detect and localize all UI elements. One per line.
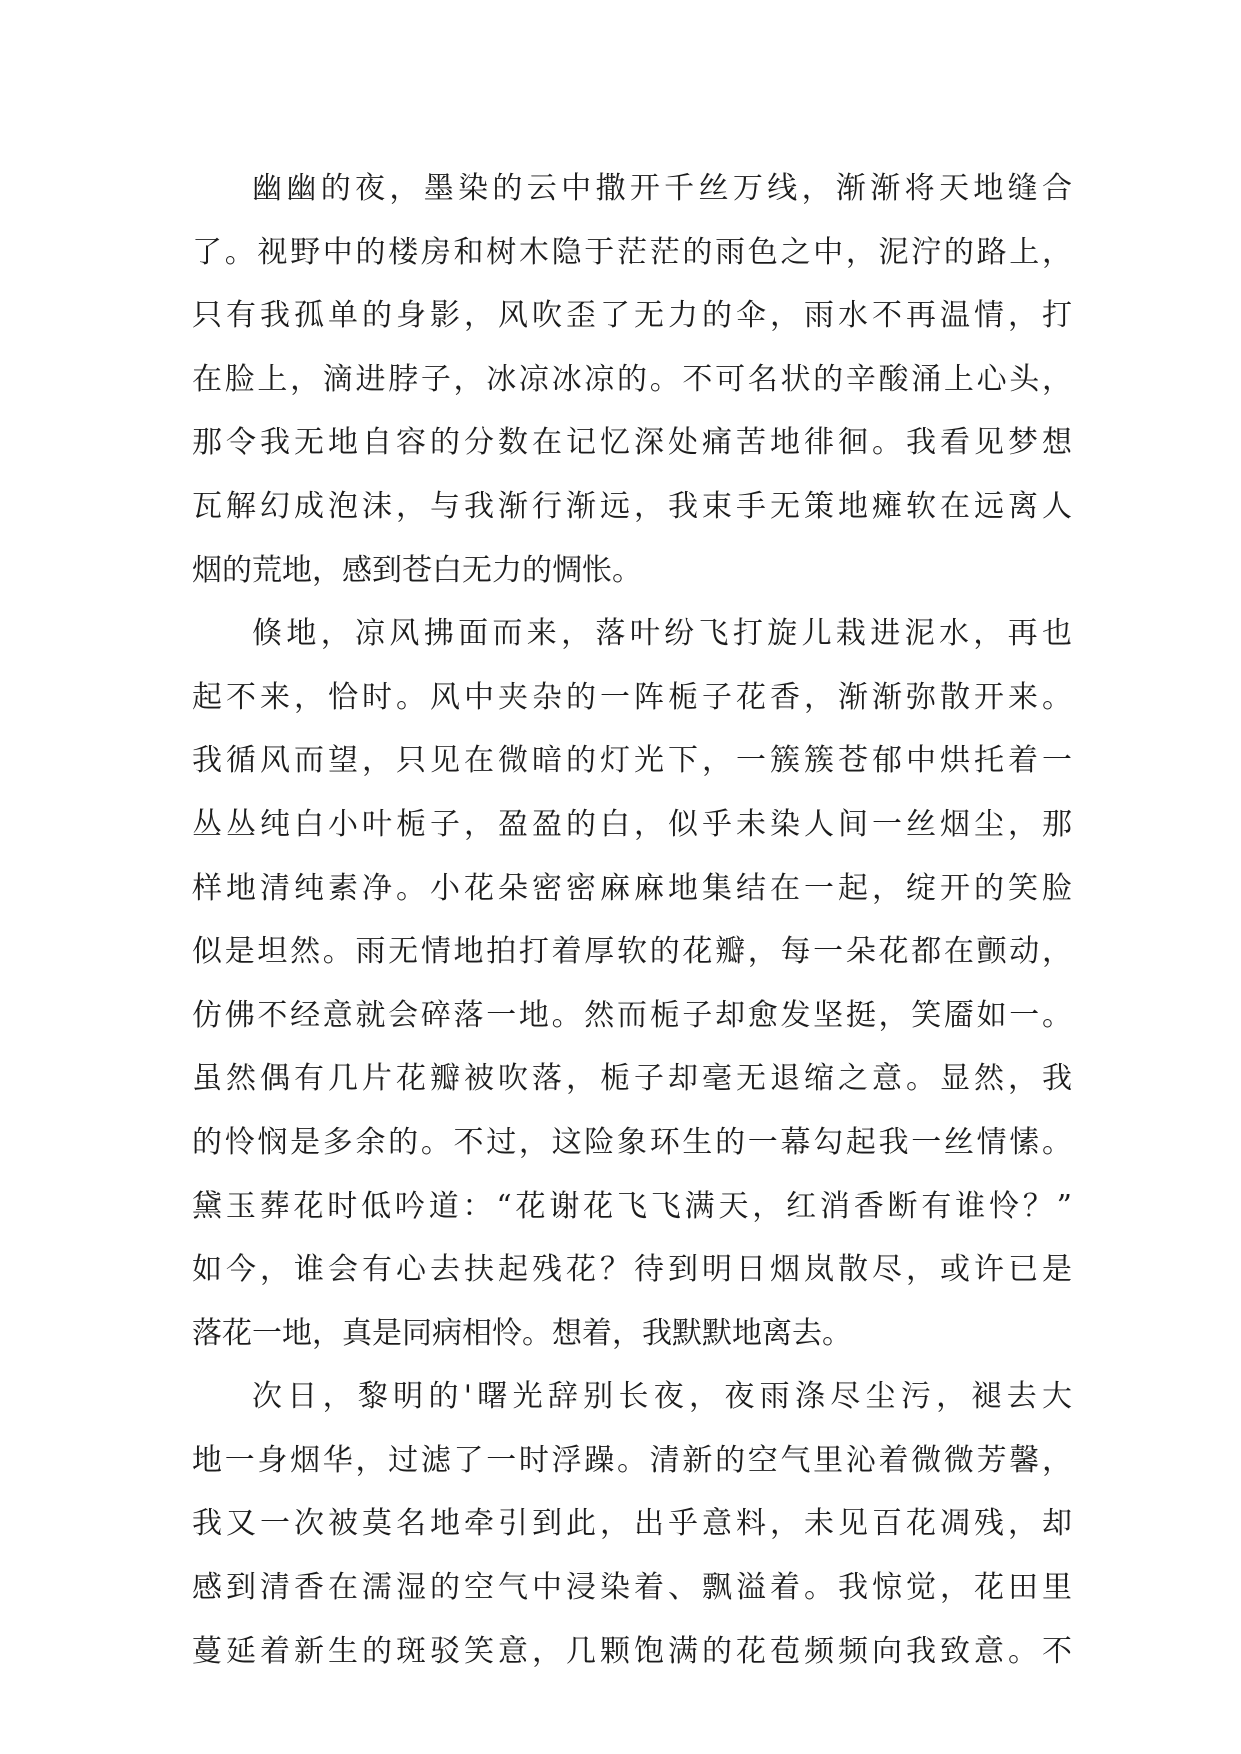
text-line: 仿佛不经意就会碎落一地。然而栀子却愈发坚挺，笑靥如一。 [192,997,1072,1033]
text-line: 如今，谁会有心去扶起残花？待到明日烟岚散尽，或许已是 [192,1252,1072,1288]
text-line: 瓦解幻成泡沫，与我渐行渐远，我束手无策地瘫软在远离人 [192,488,1072,524]
text-line: 地一身烟华，过滤了一时浮躁。清新的空气里沁着微微芳馨， [192,1442,1072,1478]
text-line: 落花一地，真是同病相怜。想着，我默默地离去。 [192,1315,852,1351]
text-line: 我又一次被莫名地牵引到此，出乎意料，未见百花凋残，却 [192,1506,1072,1542]
text-line: 样地清纯素净。小花朵密密麻麻地集结在一起，绽开的笑脸 [192,870,1072,906]
text-line: 倏地，凉风拂面而来，落叶纷飞打旋儿栽进泥水，再也 [252,616,1072,652]
text-line: 在脸上，滴进脖子，冰凉冰凉的。不可名状的辛酸涌上心头， [192,361,1072,397]
text-line: 起不来，恰时。风中夹杂的一阵栀子花香，渐渐弥散开来。 [192,679,1072,715]
text-line: 似是坦然。雨无情地拍打着厚软的花瓣，每一朵花都在颤动， [192,934,1072,970]
body-text [192,157,1072,1683]
text-line: 的怜悯是多余的。不过，这险象环生的一幕勾起我一丝情愫。 [192,1124,1072,1160]
text-line: 那令我无地自容的分数在记忆深处痛苦地徘徊。我看见梦想 [192,425,1072,461]
text-line: 了。视野中的楼房和树木隐于茫茫的雨色之中，泥泞的路上， [192,234,1072,270]
text-line: 次日，黎明的'曙光辞别长夜，夜雨涤尽尘污，褪去大 [252,1379,1072,1415]
text-line: 幽幽的夜，墨染的云中撒开千丝万线，渐渐将天地缝合 [252,171,1072,206]
text-line: 我循风而望，只见在微暗的灯光下，一簇簇苍郁中烘托着一 [192,743,1072,779]
text-line: 烟的荒地，感到苍白无力的惆怅。 [192,552,642,588]
text-line: 虽然偶有几片花瓣被吹落，栀子却毫无退缩之意。显然，我 [192,1061,1072,1097]
text-line: 丛丛纯白小叶栀子，盈盈的白，似乎未染人间一丝烟尘，那 [192,806,1072,842]
text-line: 只有我孤单的身影，风吹歪了无力的伞，雨水不再温情，打 [192,298,1072,334]
text-line: 感到清香在濡湿的空气中浸染着、飘溢着。我惊觉，花田里 [192,1570,1072,1606]
text-line: 蔓延着新生的斑驳笑意，几颗饱满的花苞频频向我致意。不 [192,1633,1072,1669]
text-line: 黛玉葬花时低吟道：“花谢花飞飞满天，红消香断有谁怜？” [192,1188,1072,1224]
